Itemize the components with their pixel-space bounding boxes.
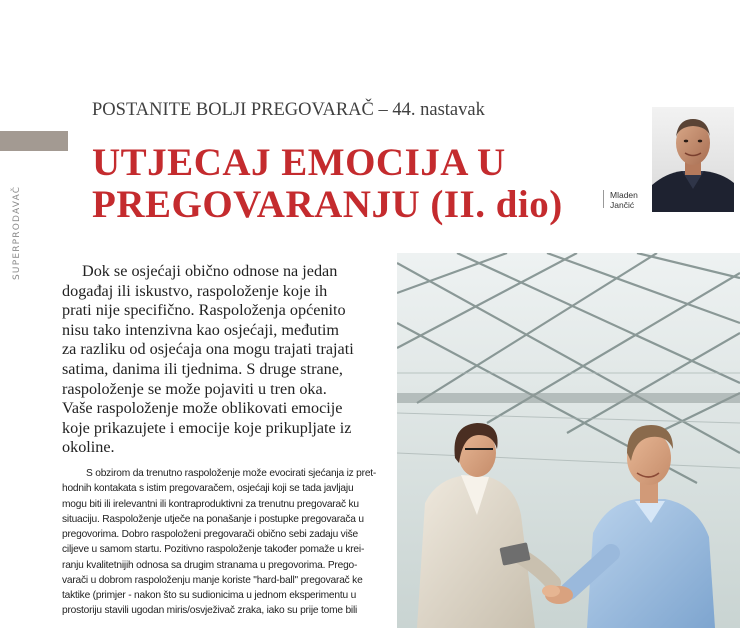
handshake-photo-icon (397, 253, 740, 628)
lead-line: prati nije specifično. Raspoloženja općenito (62, 301, 346, 320)
lead-line: okoline. (62, 438, 115, 457)
section-color-bar (0, 131, 68, 151)
author-first-name: Mladen (610, 190, 638, 200)
lead-line: nisu tako intenzivna kao osjećaji, međutim (62, 320, 339, 339)
lead-line: Dok se osjećaji obično odnose na jedan (82, 262, 338, 280)
section-label: SUPERPRODAVAČ (12, 185, 22, 280)
lead-line: satima, danima ili tjednima. S druge strane, (62, 359, 343, 378)
author-name (610, 190, 638, 210)
body-line: mogu biti ili irelevantni ili kontraproduktivni za trenutnu pregovarač ku (62, 498, 359, 510)
body-line: S obzirom da trenutno raspoloženje može evocirati sjećanja iz pret- (86, 468, 377, 479)
author-separator (603, 190, 604, 208)
body-line: varači u dobrom raspoloženju manje koriste "hard-ball" pregovarač ke (62, 574, 363, 586)
article-title (92, 142, 612, 226)
series-heading: POSTANITE BOLJI PREGOVARAČ – 44. nastavak (92, 100, 485, 120)
lead-line: događaj ili iskustvo, raspoloženje koje ih (62, 281, 328, 300)
body-line: taktike (primjer - nakon što su sudionicima u jednom eksperimentu u (62, 590, 357, 601)
lead-line: za razliku od osjećaja ona mogu trajati trajati (62, 340, 354, 359)
body-line: ciljeve u samom startu. Pozitivno raspoloženje također pomaže u krei- (62, 544, 365, 556)
body-line: situaciju. Raspoloženje utječe na ponašanje i postupke pregovarača u (62, 513, 364, 525)
body-line: pregovorima. Dobro raspoloženi pregovarači obično sebi zadaju više (62, 529, 358, 540)
body-line: prostoriju stavili ugodan miris/osvježivač zraka, iako su prije tome bili (62, 605, 358, 617)
author-last-name: Jančić (610, 200, 635, 210)
author-portrait-icon (652, 107, 734, 212)
lead-line: koje prikazujete i emocije koje prikupljate iz (62, 418, 352, 437)
body-line: ranju kvalitetnijih odnosa sa drugim stranama u pregovorima. Prego- (62, 559, 358, 571)
body-paragraph (62, 466, 380, 619)
title-line-1: UTJECAJ EMOCIJA U (92, 141, 506, 184)
lead-paragraph (62, 262, 380, 458)
lead-line: raspoloženje se može pojaviti u tren oka. (62, 379, 327, 398)
lead-line: Vaše raspoloženje može oblikovati emocije (62, 399, 343, 418)
body-line: hodnih kontakata s istim pregovaračem, osjećaji koji se tada javljaju (62, 483, 354, 495)
title-line-2: PREGOVARANJU (II. dio) (92, 183, 563, 226)
